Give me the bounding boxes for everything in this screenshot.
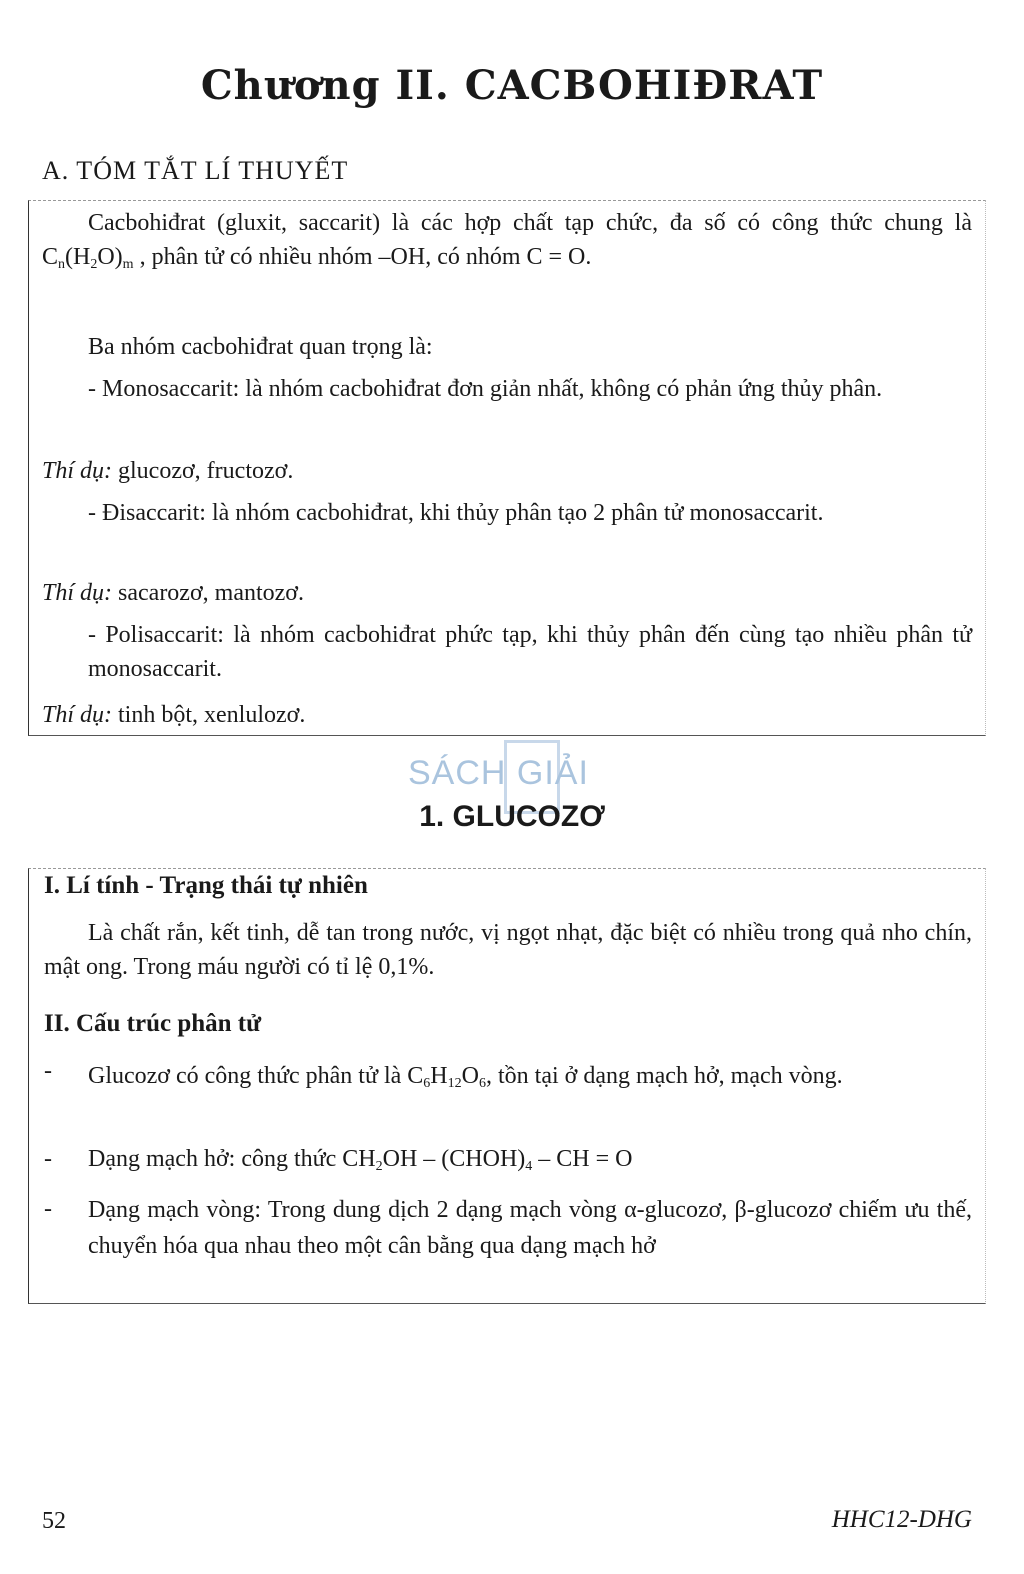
di-example: Thí dụ: sacarozơ, mantozơ. bbox=[42, 580, 304, 606]
poly-paragraph: - Polisaccarit: là nhóm cacbohiđrat phức tạp, khi thủy phân đến cùng tạo nhiều phân tử monosaccarit. bbox=[88, 622, 972, 682]
watermark-text: SÁCH GIẢI bbox=[408, 754, 589, 792]
poly-example: Thí dụ: tinh bột, xenlulozơ. bbox=[42, 702, 306, 728]
cyclic-form-text: Dạng mạch vòng: Trong dung dịch 2 dạng mạch vòng α-glucozơ, β-glucozơ chiếm ưu thế, chuyển hóa qua nhau theo một cân bằng qua dạng mạch hở bbox=[88, 1197, 972, 1259]
summary-intro: Cacbohiđrat (gluxit, saccarit) là các hợp chất tạp chức, đa số có công thức chung là $C_n(H_2O)_m$ , phân tử có nhiều nhóm –OH, có nhóm C = O. bbox=[42, 210, 972, 272]
book-code: HHC12-DHG bbox=[831, 1506, 972, 1533]
mono-paragraph: - Monosaccarit: là nhóm cacbohiđrat đơn giản nhất, không có phản ứng thủy phân. bbox=[88, 376, 883, 402]
structure-formula-text: Glucozơ có công thức phân tử là $C_6H_{12}O_6$, tồn tại ở dạng mạch hở, mạch vòng. bbox=[88, 1063, 843, 1091]
di-paragraph: - Đisaccarit: là nhóm cacbohiđrat, khi thủy phân tạo 2 phân tử monosaccarit. bbox=[88, 500, 824, 526]
section-1-title: 1. GLUCOZƠ bbox=[419, 800, 605, 833]
physical-properties-text: Là chất rắn, kết tinh, dễ tan trong nước, vị ngọt nhạt, đặc biệt có nhiều trong quả nho chín, mật ong. Trong máu người có tỉ lệ 0,1%. bbox=[44, 920, 972, 980]
open-chain-text: Dạng mạch hở: công thức $CH_2OH$ – $(CHOH)_4$ – CH = O bbox=[88, 1146, 633, 1174]
mono-example: Thí dụ: glucozơ, fructozơ. bbox=[42, 458, 294, 484]
page-number: 52 bbox=[42, 1508, 66, 1534]
bullet-dash: - bbox=[44, 1058, 52, 1084]
bullet-dash: - bbox=[44, 1146, 52, 1172]
section-a-heading: A. TÓM TẮT LÍ THUYẾT bbox=[42, 156, 349, 185]
bullet-dash: - bbox=[44, 1196, 52, 1222]
chapter-title: Chương II. CACBOHIĐRAT bbox=[200, 62, 824, 109]
physical-properties-heading: I. Lí tính - Trạng thái tự nhiên bbox=[44, 872, 368, 899]
structure-heading: II. Cấu trúc phân tử bbox=[44, 1010, 262, 1037]
three-groups-line: Ba nhóm cacbohiđrat quan trọng là: bbox=[88, 334, 433, 360]
